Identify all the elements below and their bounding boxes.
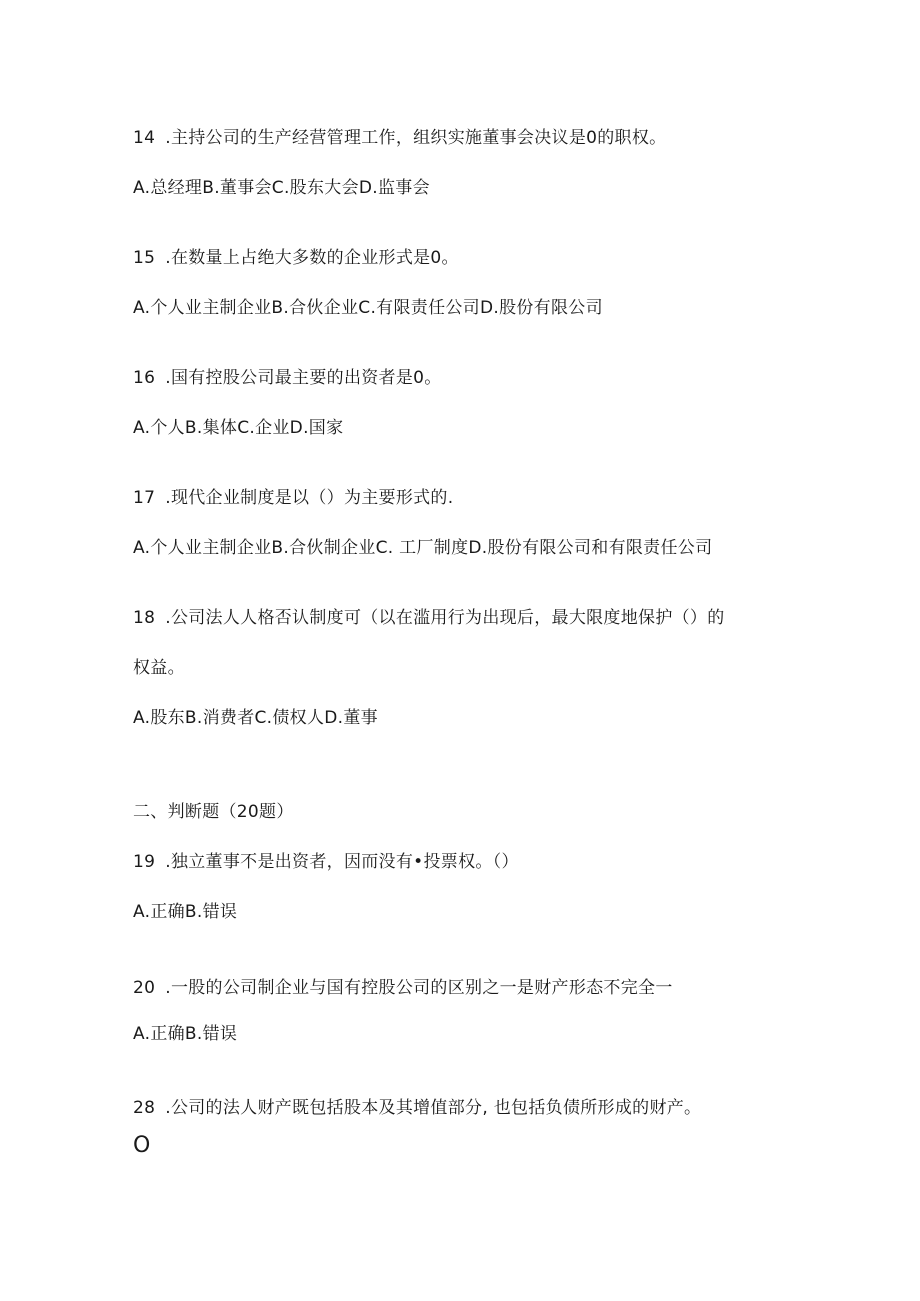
question-number: 16 — [133, 368, 156, 388]
question-number: 18 — [133, 608, 156, 628]
question-number: 15 — [133, 248, 156, 268]
options-19: A.正确B.错误 — [133, 902, 238, 922]
question-number: 20 — [133, 978, 156, 998]
question-17 — [133, 486, 453, 510]
question-text: .主持公司的生产经营管理工作，组织实施董事会决议是0的职权。 — [165, 128, 667, 148]
question-text: .国有控股公司最主要的出资者是0。 — [165, 368, 442, 388]
question-text: .一股的公司制企业与国有控股公司的区别之一是财产形态不完全一 — [165, 978, 673, 998]
section-heading: 二、判断题（20题） — [133, 802, 294, 822]
question-number: 19 — [133, 852, 156, 872]
options-14: A.总经理B.董事会C.股东大会D.监事会 — [133, 178, 430, 198]
question-28 — [133, 1096, 701, 1120]
question-text: .公司的法人财产既包括股本及其增值部分, 也包括负债所形成的财产。 — [165, 1098, 702, 1118]
question-20 — [133, 976, 673, 1000]
question-number: 14 — [133, 128, 156, 148]
options-16: A.个人B.集体C.企业D.国家 — [133, 418, 344, 438]
question-18-continuation: 权益。 — [133, 658, 185, 678]
question-19 — [133, 850, 519, 874]
question-18 — [133, 606, 725, 630]
question-number: 28 — [133, 1098, 156, 1118]
options-18: A.股东B.消费者C.债权人D.董事 — [133, 708, 378, 728]
question-15 — [133, 246, 459, 270]
question-text: .在数量上占绝大多数的企业形式是0。 — [165, 248, 459, 268]
answer-placeholder: O — [133, 1133, 151, 1158]
options-20: A.正确B.错误 — [133, 1024, 238, 1044]
question-14 — [133, 126, 666, 150]
question-16 — [133, 366, 442, 390]
question-text: .现代企业制度是以（）为主要形式的. — [165, 488, 454, 508]
options-15: A.个人业主制企业B.合伙企业C.有限责任公司D.股份有限公司 — [133, 298, 603, 318]
options-17: A.个人业主制企业B.合伙制企业C. 工厂制度D.股份有限公司和有限责任公司 — [133, 538, 713, 558]
question-number: 17 — [133, 488, 156, 508]
question-text: .公司法人人格否认制度可（以在滥用行为出现后，最大限度地保护（）的 — [165, 608, 725, 628]
question-text: .独立董事不是出资者，因而没有•投票权。（） — [165, 852, 519, 872]
